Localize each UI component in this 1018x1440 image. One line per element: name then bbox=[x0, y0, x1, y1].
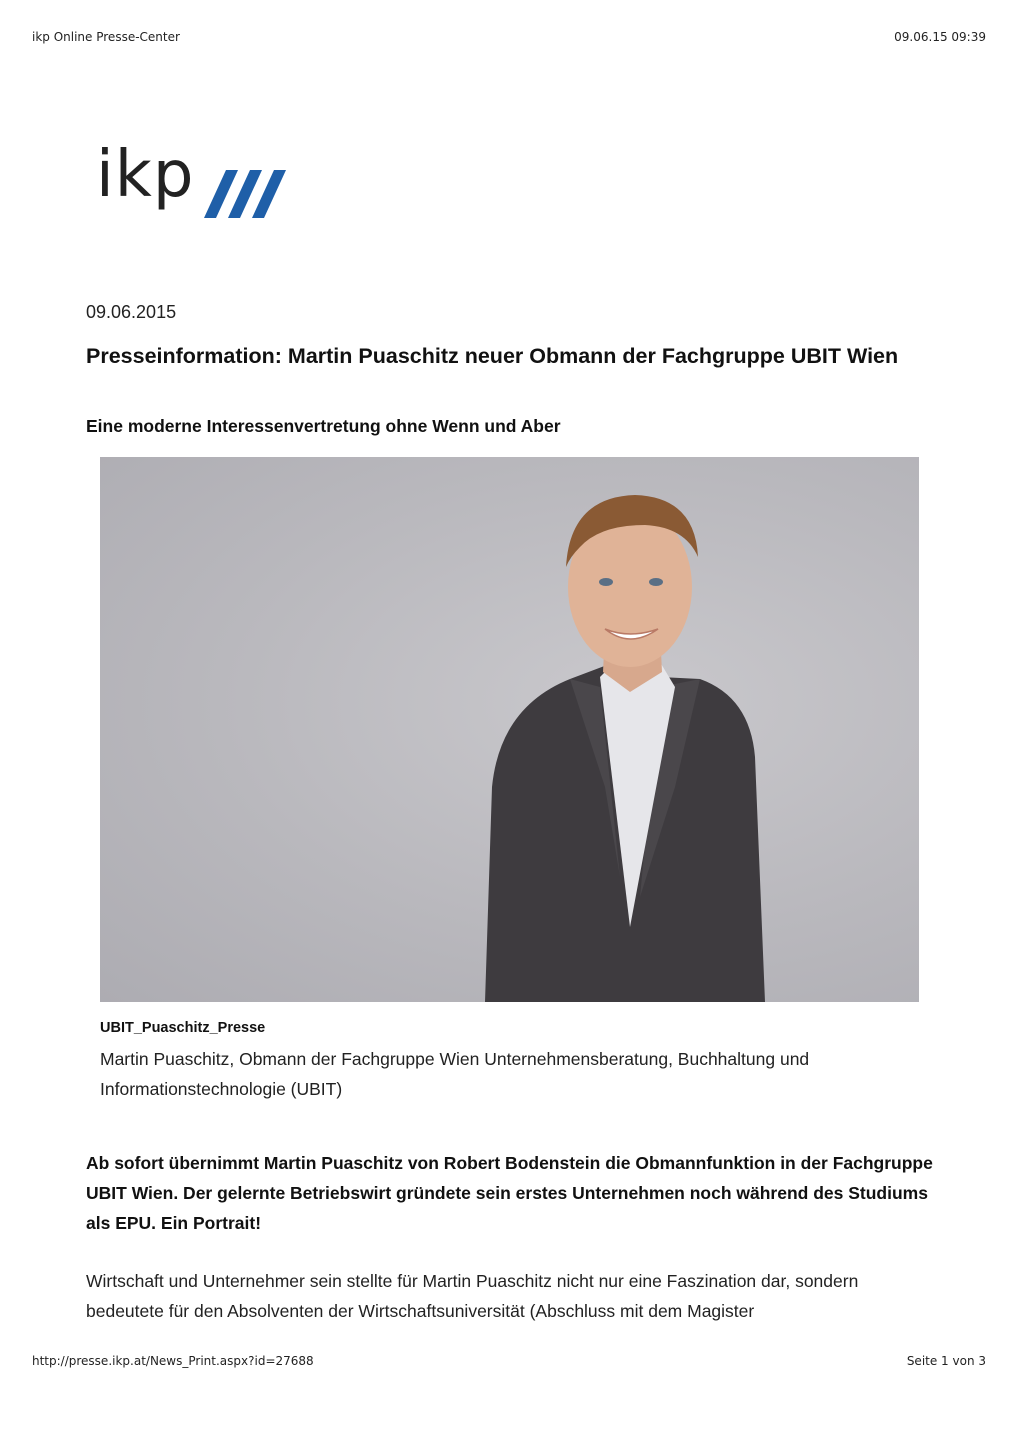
print-footer bbox=[32, 1354, 986, 1368]
print-header bbox=[32, 30, 986, 44]
article-body: Wirtschaft und Unternehmer sein stellte für Martin Puaschitz nicht nur eine Faszination dar, sondern bedeutete für den Absolventen der Wirtschaftsuniversität (Abschluss mit dem Magister bbox=[86, 1271, 859, 1321]
image-caption-title: UBIT_Puaschitz_Presse bbox=[100, 1020, 266, 1036]
logo-text: ikp bbox=[96, 138, 195, 212]
print-header-datetime: 09.06.15 09:39 bbox=[894, 30, 986, 44]
article-date: 09.06.2015 bbox=[86, 302, 177, 322]
article-lead: Ab sofort übernimmt Martin Puaschitz von Robert Bodenstein die Obmannfunktion in der Fachgruppe UBIT Wien. Der gelernte Betriebswirt gründete sein erstes Unternehmen noch während des Studiums als EPU. Ein Portrait! bbox=[86, 1153, 933, 1233]
print-footer-page: Seite 1 von 3 bbox=[906, 1354, 986, 1368]
print-footer-url: http://presse.ikp.at/News_Print.aspx?id=27688 bbox=[32, 1354, 314, 1368]
ikp-logo bbox=[94, 138, 300, 230]
article-title: Presseinformation: Martin Puaschitz neuer Obmann der Fachgruppe UBIT Wien bbox=[86, 344, 899, 368]
portrait-photo bbox=[100, 457, 919, 1002]
print-header-title: ikp Online Presse-Center bbox=[32, 30, 180, 44]
slash-stripes-logo-icon bbox=[204, 166, 294, 222]
portrait-figure bbox=[100, 457, 919, 1002]
article-subtitle: Eine moderne Interessenvertretung ohne Wenn und Aber bbox=[86, 416, 561, 436]
image-caption-text: Martin Puaschitz, Obmann der Fachgruppe Wien Unternehmensberatung, Buchhaltung und Informationstechnologie (UBIT) bbox=[100, 1049, 810, 1099]
